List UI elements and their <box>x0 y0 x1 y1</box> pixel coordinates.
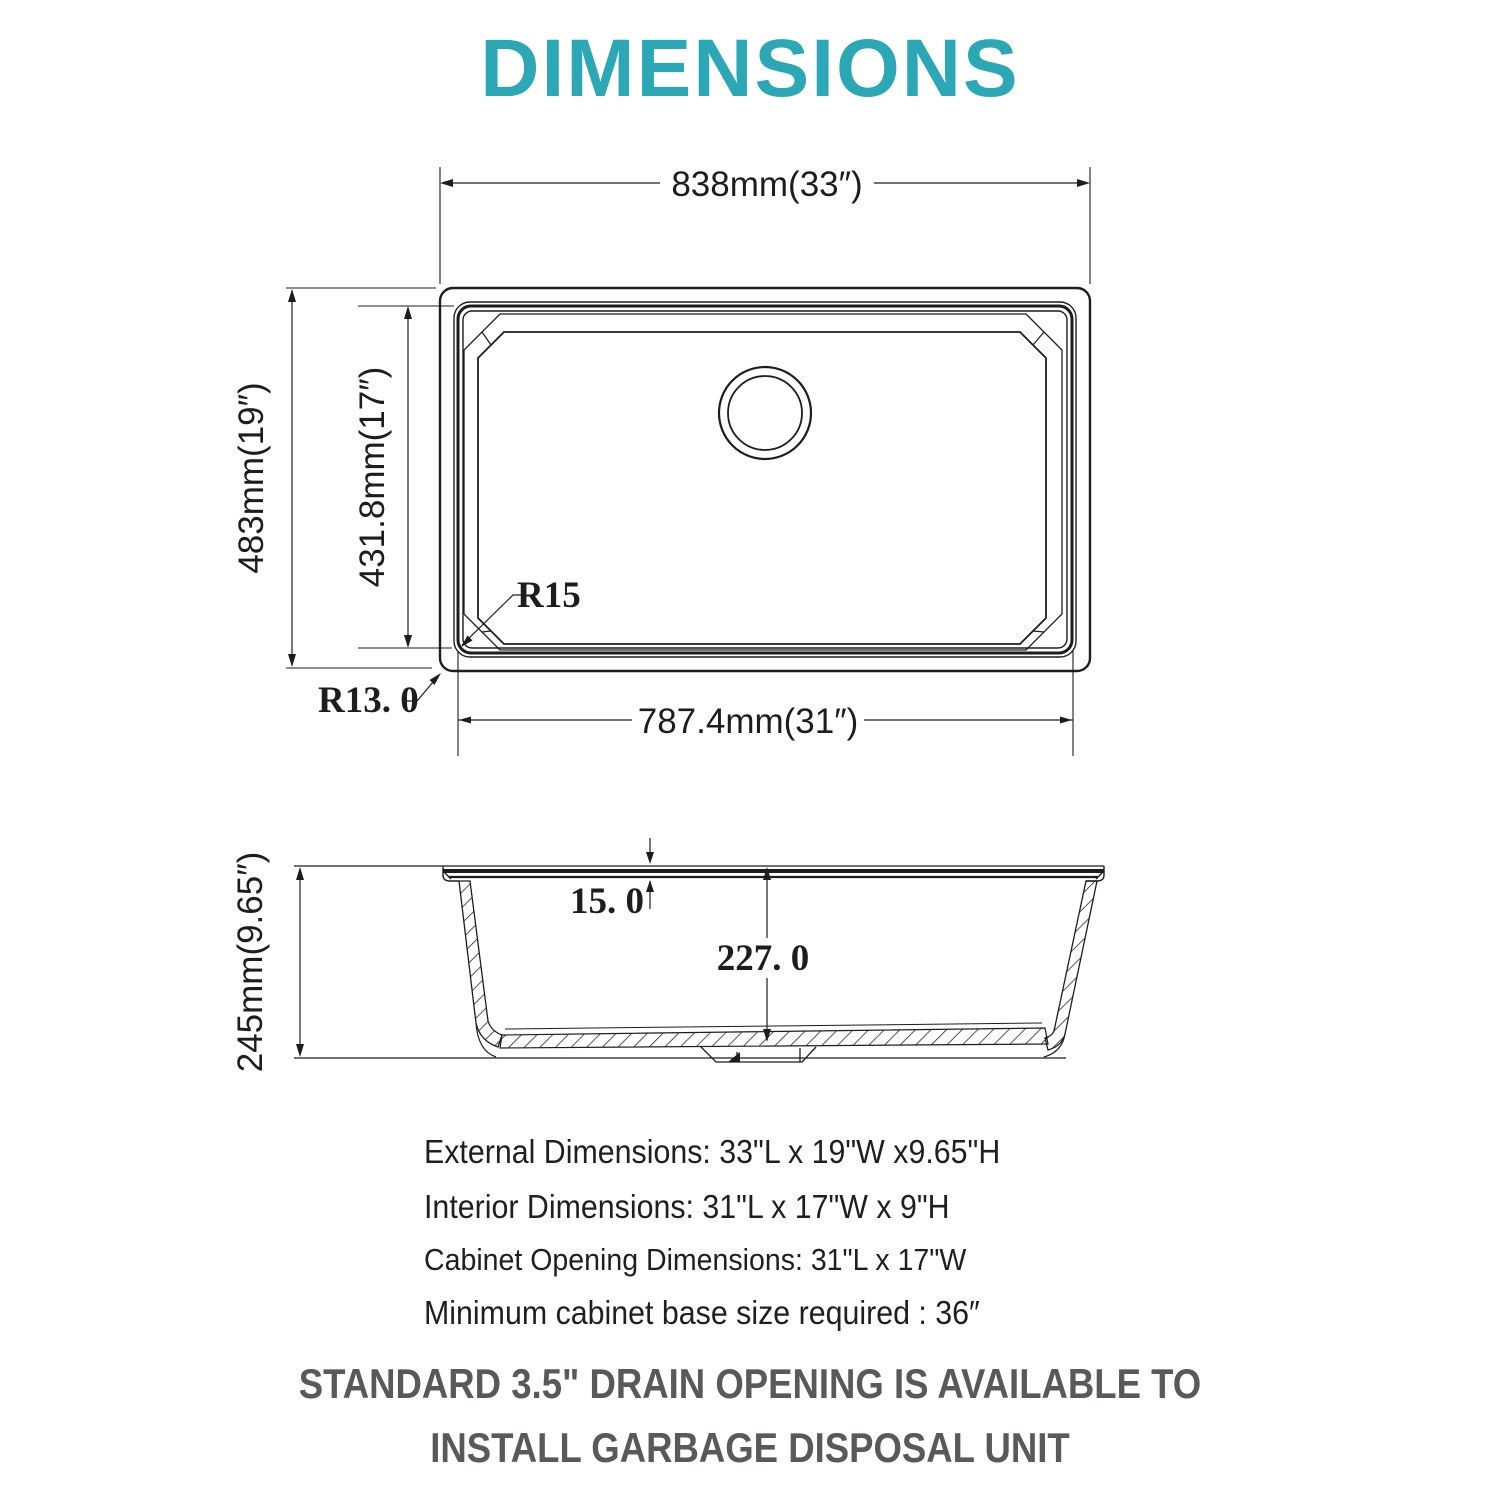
outer-height-label: 483mm(19″) <box>232 382 271 574</box>
bottom-shell-section <box>500 1028 1048 1048</box>
drain-note-line-2: INSTALL GARBAGE DISPOSAL UNIT <box>430 1424 1070 1471</box>
bowl-corner-radius-label: R15 <box>517 575 581 616</box>
outer-width-label: 838mm(33″) <box>671 165 863 204</box>
drain-outer-circle <box>719 367 811 459</box>
note-interior-dimensions: Interior Dimensions: 31"L x 17"W x 9"H <box>424 1188 950 1225</box>
note-minimum-base: Minimum cabinet base size required : 36″ <box>424 1294 980 1331</box>
top-view-dimensions <box>232 165 1090 756</box>
inner-height-label: 431.8mm(17″) <box>353 366 392 588</box>
drain-note-line-1: STANDARD 3.5" DRAIN OPENING IS AVAILABLE TO <box>298 1360 1202 1407</box>
drain-inner-circle <box>728 376 802 450</box>
page-title: DIMENSIONS <box>480 23 1020 114</box>
right-wall-section <box>1045 881 1097 1050</box>
sink-side-view <box>294 866 1104 1062</box>
bowl-depth-label: 227. 0 <box>716 938 810 979</box>
inner-width-label: 787.4mm(31″) <box>637 702 859 741</box>
drain-boss <box>700 1046 816 1062</box>
bowl-floor-line <box>505 1023 1042 1029</box>
drain-boss-mark <box>728 1052 740 1062</box>
right-lip <box>1086 866 1104 881</box>
outer-corner-radius-label: R13. 0 <box>318 680 419 721</box>
left-wall-section <box>459 881 502 1047</box>
side-height-label: 245mm(9.65″) <box>231 851 270 1073</box>
note-cabinet-opening: Cabinet Opening Dimensions: 31"L x 17"W <box>424 1242 967 1277</box>
rim-thickness-label: 15. 0 <box>570 881 644 922</box>
left-lip <box>443 866 459 881</box>
arrow-left <box>440 179 453 187</box>
arrow-right <box>1077 179 1090 187</box>
note-external-dimensions: External Dimensions: 33"L x 19"W x9.65"H <box>424 1133 1001 1170</box>
